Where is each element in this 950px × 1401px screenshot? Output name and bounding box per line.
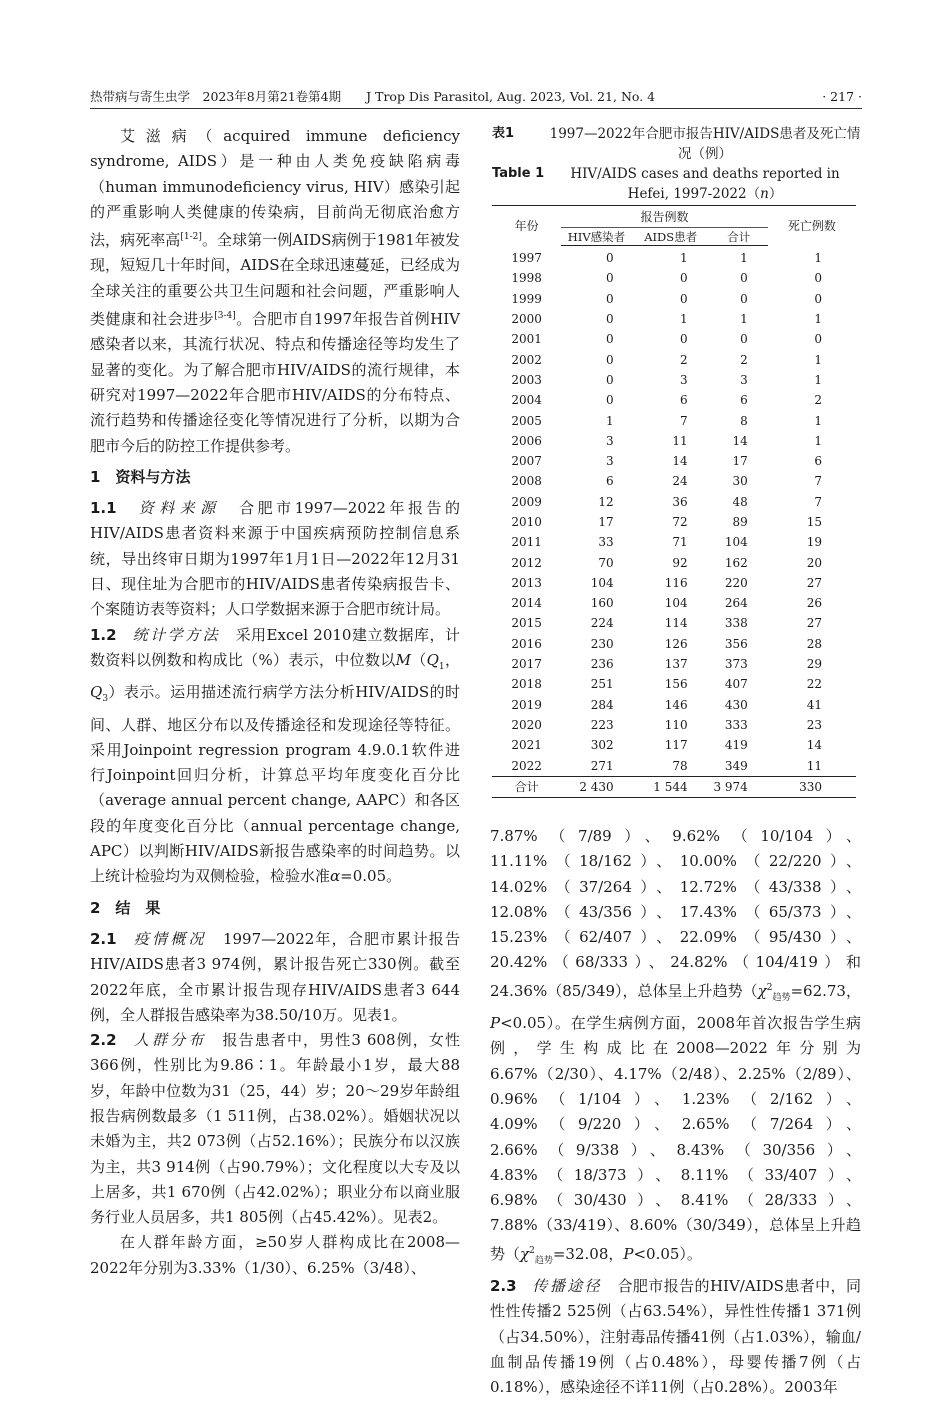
table-cell: 2 <box>814 393 822 408</box>
table-cell: 2 <box>740 352 748 367</box>
table-row <box>492 735 856 755</box>
table-row <box>492 309 856 329</box>
table-cell: 0 <box>606 312 614 327</box>
table-cell: 3 <box>606 454 614 469</box>
table-cell: 264 <box>724 596 748 611</box>
table-cell: 1 544 <box>632 776 710 797</box>
table-cell: 223 <box>590 717 614 732</box>
table-cell: 24 <box>672 474 688 489</box>
trend-paragraph: 7.87%（7/89）、9.62%（10/104）、11.11%（18/162）、10.00%（22/220）、14.02%（37/264）、12.72%（43/338）、12.08%（43/356）、17.43%（65/373）、15.23%（62/407）、22.09%（95/430）、20.42%（68/333）、24.82%（104/419）和24.36%（85/349），总体呈上升趋势（$\chi^2_{趋势}=62.73$，P<0.05）。在学生病例方面，2008年首次报告学生病例，学生构成比在2008—2022年分别为6.67%（2/30）、4.17%（2/48）、2.25%（2/89）、0.96%（1/104）、1.23%（2/162）、4.09%（9/220）、2.65%（7/264）、2.66%（9/338）、8.43%（30/356）、4.83%（18/373）、8.11%（33/407）、6.98%（30/430）、8.41%（28/333）、7.88%（33/419）、8.60%（30/349），总体呈上升趋势（$\chi^2_{趋势}=32.08$，P<0.05）。 <box>490 827 861 1266</box>
table-cell: 220 <box>724 575 748 590</box>
table-cell: 2005 <box>511 413 542 428</box>
table-cell: 92 <box>672 555 688 570</box>
table-cell: 0 <box>740 332 748 347</box>
table-row <box>492 431 856 451</box>
table-cell: 2002 <box>511 352 542 367</box>
left-column <box>90 124 460 1281</box>
table-cell: 14 <box>732 433 748 448</box>
table-cell: 1 <box>814 413 822 428</box>
table-cell: 2011 <box>511 535 542 550</box>
introduction-paragraph: 艾滋病（acquired immune deficiency syndrome, AIDS）是一种由人类免疫缺陷病毒（human immunodeficiency virus, HIV）感染引起的严重影响人类健康的传染病，目前尚无彻底治愈方法，病死率高[1-2]。全球第一例AIDS病例于1981年被发现，短短几十年时间，AIDS在全球迅速蔓延，已经成为全球关注的重要公共卫生问题和社会问题，严重影响人类健康和社会进步[3-4]。合肥市自1997年报告首例HIV感染者以来，其流行状况、特点和传播途径等均发生了显著的变化。为了解合肥市HIV/AIDS的流行规律，本研究对1997—2022年合肥市HIV/AIDS的分布特点、流行趋势和传播途径变化等情况进行了分析，以期为合肥市今后的防控工作提供参考。 <box>90 127 460 455</box>
table-cell: 0 <box>680 271 688 286</box>
table-cell: 22 <box>806 677 822 692</box>
table-row <box>492 532 856 552</box>
table-cell: 116 <box>664 575 688 590</box>
table-cell: 2021 <box>511 738 542 753</box>
table-cell: 0 <box>606 251 614 266</box>
subsection-statistics: 1.2 统计学方法 采用Excel 2010建立数据库，计数资料以例数和构成比（%）表示，中位数以$M(Q_1$，$Q_3$）表示。运用描述流行病学方法分析HIV/AIDS的时间、人群、地区分布以及传播途径和发现途径等特征。采用Joinpoint regression program 4.9.0.1软件进行Joinpoint回归分析，计算总平均年度变化百分比（average annual percent change, AAPC）和各区段的年度变化百分比（annual percentage change, APC）以判断HIV/AIDS新报告感染率的时间趋势。以上统计检验均为双侧检验，检验水准α=0.05。 <box>90 625 460 886</box>
subsection-epidemic-overview: 2.1 疫情概况 1997—2022年，合肥市累计报告HIV/AIDS患者3 974例，累计报告死亡330例。截至2022年底，全市累计报告现存HIV/AIDS患者3 644例，全人群报告感染率为38.50/10万。见表1。 <box>90 929 460 1024</box>
table-cell: 7 <box>814 474 822 489</box>
table-cell: 28 <box>806 636 822 651</box>
table-cell: 2015 <box>511 616 542 631</box>
table-cell: 349 <box>724 758 748 773</box>
table-cell: 14 <box>672 454 688 469</box>
table-cell: 2022 <box>511 758 542 773</box>
table-cell: 48 <box>732 494 748 509</box>
table-row <box>492 268 856 288</box>
table-cell: 356 <box>724 636 748 651</box>
table-cell: 2 430 <box>561 776 631 797</box>
table-cell: 23 <box>806 717 822 732</box>
table-cell: 373 <box>724 657 748 672</box>
table-cell: 2018 <box>511 677 542 692</box>
table-cell: 11 <box>672 433 688 448</box>
table-cell: 6 <box>740 393 748 408</box>
header-deaths: 死亡例数 <box>787 219 836 234</box>
table-cell: 2008 <box>511 474 542 489</box>
right-column <box>490 824 861 1401</box>
table-cell: 419 <box>724 738 748 753</box>
table-cell: 1999 <box>511 291 542 306</box>
header-hiv: HIV感染者 <box>561 228 631 246</box>
table-cell: 72 <box>672 515 688 529</box>
table-row <box>492 512 856 532</box>
table-cell: 2001 <box>511 332 542 347</box>
table-cell: 20 <box>806 555 822 570</box>
table-cell: 2013 <box>511 575 542 590</box>
table-cell: 0 <box>814 291 822 306</box>
table-cell: 2014 <box>511 596 542 611</box>
table-row <box>492 674 856 694</box>
table-cell: 2012 <box>511 555 542 570</box>
table-cell: 271 <box>590 758 614 773</box>
table-cell: 11 <box>806 758 822 773</box>
citation-ref: [1-2] <box>180 232 202 243</box>
table-title-en: HIV/AIDS cases and deaths reported in Hefei, 1997-2022（n） <box>570 166 840 202</box>
table-row <box>492 573 856 593</box>
table-cell: 333 <box>724 717 748 732</box>
table-cell: 302 <box>590 738 614 753</box>
table-cell: 2003 <box>511 372 542 387</box>
table-cell: 合计 <box>492 776 561 797</box>
table-cell: 0 <box>606 393 614 408</box>
table-row <box>492 451 856 471</box>
table-row <box>492 471 856 491</box>
table-row <box>492 246 856 269</box>
table-row <box>492 289 856 309</box>
table-cell: 78 <box>672 758 688 773</box>
table-cell: 71 <box>672 535 688 550</box>
table-cell: 3 <box>740 372 748 387</box>
table-cell: 30 <box>732 474 748 489</box>
header-aids: AIDS患者 <box>632 228 710 246</box>
table-cell: 0 <box>606 352 614 367</box>
table-cell: 15 <box>806 515 822 529</box>
table-cell: 70 <box>598 555 614 570</box>
header-year: 年份 <box>514 219 539 234</box>
table-cell: 0 <box>740 291 748 306</box>
table-row <box>492 329 856 349</box>
table-cell: 14 <box>806 738 822 753</box>
table-cell: 2017 <box>511 657 542 672</box>
table-cell: 89 <box>732 515 748 529</box>
table-cell: 2010 <box>511 515 542 529</box>
table-cell: 2016 <box>511 636 542 651</box>
table-cell: 6 <box>680 393 688 408</box>
table-cell: 0 <box>606 372 614 387</box>
table-cell: 6 <box>814 454 822 469</box>
table-cell: 162 <box>724 555 748 570</box>
table-cell: 1 <box>680 251 688 266</box>
table-row <box>492 715 856 735</box>
table-cell: 1 <box>814 433 822 448</box>
table-cell: 126 <box>664 636 688 651</box>
table-cell: 114 <box>664 616 688 631</box>
table-row <box>492 552 856 572</box>
table-cell: 160 <box>590 596 614 611</box>
table-cell: 2004 <box>511 393 542 408</box>
table-row <box>492 654 856 674</box>
table-row <box>492 492 856 512</box>
table-row <box>492 634 856 654</box>
table-row <box>492 613 856 633</box>
table-cell: 7 <box>680 413 688 428</box>
table-cell: 2 <box>680 352 688 367</box>
table-cell: 330 <box>768 776 856 797</box>
table-cell: 0 <box>606 332 614 347</box>
table-cell: 3 974 <box>710 776 768 797</box>
table-cell: 1 <box>814 352 822 367</box>
table-cell: 17 <box>732 454 748 469</box>
table-cell: 2019 <box>511 697 542 712</box>
table-cell: 33 <box>598 535 614 550</box>
table-cell: 17 <box>598 515 614 529</box>
header-reported: 报告例数 <box>561 206 768 228</box>
table-cell: 41 <box>806 697 822 712</box>
journal-citation: 热带病与寄生虫学 2023年8月第21卷第4期 J Trop Dis Parasitol, Aug. 2023, Vol. 21, No. 4 <box>90 89 656 104</box>
table-cell: 156 <box>664 677 688 692</box>
table-cell: 1 <box>814 250 822 265</box>
table-row <box>492 349 856 369</box>
table-cell: 19 <box>806 535 822 550</box>
table-cell: 0 <box>680 291 688 306</box>
table-cell: 3 <box>680 372 688 387</box>
table-cell: 137 <box>664 657 688 672</box>
table-cell: 1997 <box>511 250 542 265</box>
table-cell: 104 <box>590 575 614 590</box>
table-title-cn: 1997—2022年合肥市报告HIV/AIDS患者及死亡情况（例） <box>549 126 861 162</box>
table-caption <box>492 124 862 204</box>
table-cell: 0 <box>606 271 614 286</box>
table-cell: 1 <box>814 312 822 327</box>
table-cell: 2007 <box>511 454 542 469</box>
table-cell: 0 <box>814 271 822 286</box>
table-cell: 251 <box>590 677 614 692</box>
table-cell: 110 <box>664 717 688 732</box>
citation-ref: [3-4] <box>214 311 236 322</box>
table-cell: 146 <box>664 697 688 712</box>
table-cell: 2020 <box>511 717 542 732</box>
table-cell: 430 <box>724 697 748 712</box>
table-row <box>492 755 856 776</box>
table-cell: 27 <box>806 616 822 631</box>
table-cell: 117 <box>664 738 688 753</box>
table-cell: 2000 <box>511 312 542 327</box>
age-paragraph: 在人群年龄方面，≥50岁人群构成比在2008—2022年分别为3.33%（1/30）、6.25%（3/48）、 <box>90 1233 460 1277</box>
table-cell: 36 <box>672 494 688 509</box>
table-cell: 3 <box>606 433 614 448</box>
table-cell: 1 <box>740 312 748 327</box>
table-cell: 8 <box>740 413 748 428</box>
page-header <box>90 86 862 109</box>
table-cell: 0 <box>814 332 822 347</box>
table-cell: 104 <box>724 535 748 550</box>
table-row <box>492 390 856 410</box>
table-row <box>492 410 856 430</box>
header-total: 合计 <box>710 228 768 246</box>
table-cell: 6 <box>606 474 614 489</box>
table-cell: 12 <box>598 494 614 509</box>
table-cell: 7 <box>814 494 822 509</box>
table-cell: 0 <box>606 291 614 306</box>
table-cell: 1 <box>606 413 614 428</box>
table-cell: 338 <box>724 616 748 631</box>
table-cell: 236 <box>590 657 614 672</box>
table-cell: 29 <box>806 657 822 672</box>
table-cell: 1 <box>680 312 688 327</box>
table-label-en: Table 1 <box>492 166 545 181</box>
table-cell: 1 <box>814 372 822 387</box>
table-row <box>492 370 856 390</box>
page-number: · 217 · <box>822 89 862 104</box>
table-cell: 27 <box>806 575 822 590</box>
subsection-data-source: 1.1 资料来源 合肥市1997—2022年报告的HIV/AIDS患者资料来源于中国疾病预防控制信息系统，导出终审日期为1997年1月1日—2022年12月31日、现住址为合肥市的HIV/AIDS患者传染病报告卡、个案随访表等资料；人口学数据来源于合肥市统计局。 <box>90 499 460 619</box>
subsection-transmission: 2.3 传播途径 合肥市报告的HIV/AIDS患者中，同性性传播2 525例（占63.54%），异性性传播1 371例（占34.50%），注射毒品传播41例（占1.03%），输血/血制品传播19例（占0.48%），母婴传播7例（占0.18%），感染途径不详11例（占0.28%）。2003年 <box>490 1277 861 1397</box>
table-cell: 26 <box>806 596 822 611</box>
table-cell: 1 <box>740 251 748 266</box>
table-cell: 0 <box>740 271 748 286</box>
table-row <box>492 695 856 715</box>
hiv-aids-table <box>492 205 856 798</box>
table-cell: 224 <box>590 616 614 631</box>
table-row <box>492 593 856 613</box>
table-cell: 2009 <box>511 494 542 509</box>
table-cell: 230 <box>590 636 614 651</box>
table-cell: 407 <box>724 677 748 692</box>
table-cell: 284 <box>590 697 614 712</box>
subsection-population: 2.2 人群分布 报告患者中，男性3 608例，女性366例，性别比为9.86∶1。年龄最小1岁，最大88岁，年龄中位数为31（25，44）岁；20～29岁年龄组报告病例数最多（1 511例，占38.02%）。婚姻状况以未婚为主，共2 073例（占52.16%）；民族分布以汉族为主，共3 914例（占90.79%）；文化程度以大专及以上居多，共1 670例（占42.02%）；职业分布以商业服务行业人员居多，共1 805例（占45.42%）。见表2。 <box>90 1031 460 1227</box>
section-heading-methods: 1 资料与方法 <box>90 467 191 486</box>
table-cell: 0 <box>680 332 688 347</box>
section-heading-results: 2 结 果 <box>90 898 161 917</box>
table-cell: 2006 <box>511 433 542 448</box>
table-total-row <box>492 776 856 797</box>
table-cell: 104 <box>664 596 688 611</box>
table-cell: 1998 <box>511 271 542 286</box>
table-label-cn: 表1 <box>492 126 515 141</box>
